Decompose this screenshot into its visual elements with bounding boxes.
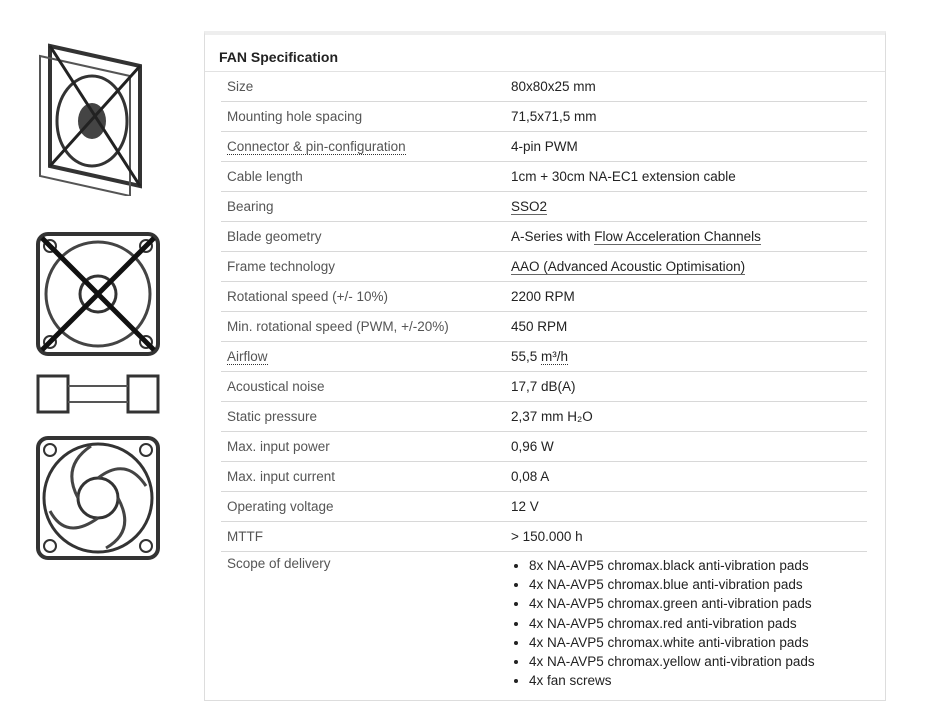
- fan-angled-image: [30, 36, 160, 196]
- spec-value-text: 0,96 W: [511, 439, 554, 454]
- spec-label-text: Max. input power: [227, 439, 330, 454]
- spec-label-text: Rotational speed (+/- 10%): [227, 289, 388, 304]
- spec-label: Scope of delivery: [227, 556, 331, 571]
- spec-value-link[interactable]: m³/h: [541, 349, 569, 364]
- spec-value: [511, 469, 549, 484]
- spec-value-link[interactable]: SSO2: [511, 199, 548, 214]
- spec-label-text: Size: [227, 79, 254, 94]
- spec-label-link[interactable]: Connector & pin-configuration: [227, 139, 406, 154]
- spec-row: [221, 372, 867, 402]
- spec-value-text: A-Series with: [511, 229, 595, 244]
- spec-label-text: Operating voltage: [227, 499, 334, 514]
- spec-label: [221, 499, 511, 514]
- spec-row: [221, 252, 867, 282]
- spec-row: [221, 522, 867, 552]
- spec-value-text: 450 RPM: [511, 319, 568, 334]
- spec-label: [221, 139, 511, 154]
- spec-label: [221, 379, 511, 394]
- spec-value: [511, 169, 736, 184]
- spec-value-text: > 150.000 h: [511, 529, 583, 544]
- spec-row: [221, 312, 867, 342]
- spec-row: [221, 282, 867, 312]
- spec-value-text: 80x80x25 mm: [511, 79, 596, 94]
- spec-value: [511, 379, 576, 394]
- spec-label: [221, 439, 511, 454]
- spec-label: [221, 259, 511, 274]
- spec-value-text: 0,08 A: [511, 469, 550, 484]
- spec-label-text: Acoustical noise: [227, 379, 325, 394]
- spec-value: [511, 439, 554, 454]
- spec-label-text: Min. rotational speed (PWM, +/-20%): [227, 319, 449, 334]
- spec-value-text: 17,7 dB(A): [511, 379, 576, 394]
- spec-label-text: Mounting hole spacing: [227, 109, 363, 124]
- spec-value-text: 2,37 mm H₂O: [511, 409, 593, 424]
- spec-label-text: MTTF: [227, 529, 263, 544]
- spec-label: [221, 349, 511, 364]
- spec-value-text: 12 V: [511, 499, 539, 514]
- spec-value-text: 71,5x71,5 mm: [511, 109, 597, 124]
- spec-value-link[interactable]: Flow Acceleration Channels: [594, 229, 761, 244]
- spec-table: [221, 72, 867, 690]
- list-item: • 4x NA-AVP5 chromax.white anti-vibration pads: [529, 633, 815, 652]
- fan-specification-panel: [204, 31, 886, 701]
- spec-label-link[interactable]: Airflow: [227, 349, 268, 364]
- list-item: • 4x fan screws: [529, 671, 815, 690]
- list-item: • 4x NA-AVP5 chromax.yellow anti-vibration pads: [529, 652, 815, 671]
- spec-row: [221, 72, 867, 102]
- scope-of-delivery-row: [221, 552, 867, 690]
- spec-label: [221, 409, 511, 424]
- spec-label: [221, 229, 511, 244]
- spec-row: [221, 462, 867, 492]
- fan-front-image: [36, 232, 160, 356]
- spec-label: [221, 289, 511, 304]
- spec-row: [221, 492, 867, 522]
- spec-label-text: Frame technology: [227, 259, 336, 274]
- spec-label: [221, 199, 511, 214]
- spec-value-text: 55,5: [511, 349, 542, 364]
- panel-title: FAN Specification: [205, 35, 885, 72]
- spec-value: [511, 349, 568, 364]
- spec-value: [511, 289, 575, 304]
- spec-value: [511, 499, 539, 514]
- spec-row: [221, 402, 867, 432]
- spec-label: [221, 469, 511, 484]
- fan-images: [0, 0, 180, 686]
- spec-value: [511, 259, 745, 274]
- spec-value: [511, 109, 597, 124]
- spec-label-text: Max. input current: [227, 469, 336, 484]
- spec-label: [221, 109, 511, 124]
- spec-row: [221, 222, 867, 252]
- spec-label: [221, 169, 511, 184]
- spec-value: [511, 79, 596, 94]
- list-item: • 4x NA-AVP5 chromax.blue anti-vibration pads: [529, 575, 815, 594]
- spec-value: [511, 139, 578, 154]
- spec-label: [221, 319, 511, 334]
- spec-value-text: 2200 RPM: [511, 289, 575, 304]
- spec-row: [221, 432, 867, 462]
- scope-list: [511, 556, 815, 690]
- spec-value: [511, 529, 583, 544]
- spec-value-link[interactable]: AAO (Advanced Acoustic Optimisation): [511, 259, 746, 274]
- spec-value-text: 1cm + 30cm NA-EC1 extension cable: [511, 169, 736, 184]
- spec-value: [511, 409, 593, 424]
- spec-value-text: 4-pin PWM: [511, 139, 578, 154]
- spec-row: [221, 132, 867, 162]
- spec-value: [511, 229, 761, 244]
- spec-label-text: Blade geometry: [227, 229, 322, 244]
- spec-value: [511, 199, 547, 214]
- spec-row: [221, 192, 867, 222]
- spec-label-text: Static pressure: [227, 409, 318, 424]
- spec-label-text: Cable length: [227, 169, 303, 184]
- spec-value: [511, 319, 567, 334]
- fan-side-image: [36, 374, 160, 414]
- spec-label-text: Bearing: [227, 199, 274, 214]
- spec-row: [221, 162, 867, 192]
- spec-row: [221, 102, 867, 132]
- spec-label: [221, 79, 511, 94]
- list-item: • 4x NA-AVP5 chromax.red anti-vibration pads: [529, 614, 815, 633]
- fan-back-image: [36, 436, 160, 560]
- spec-row: [221, 342, 867, 372]
- list-item: • 4x NA-AVP5 chromax.green anti-vibration pads: [529, 594, 815, 613]
- spec-label: [221, 529, 511, 544]
- list-item: • 8x NA-AVP5 chromax.black anti-vibration pads: [529, 556, 815, 575]
